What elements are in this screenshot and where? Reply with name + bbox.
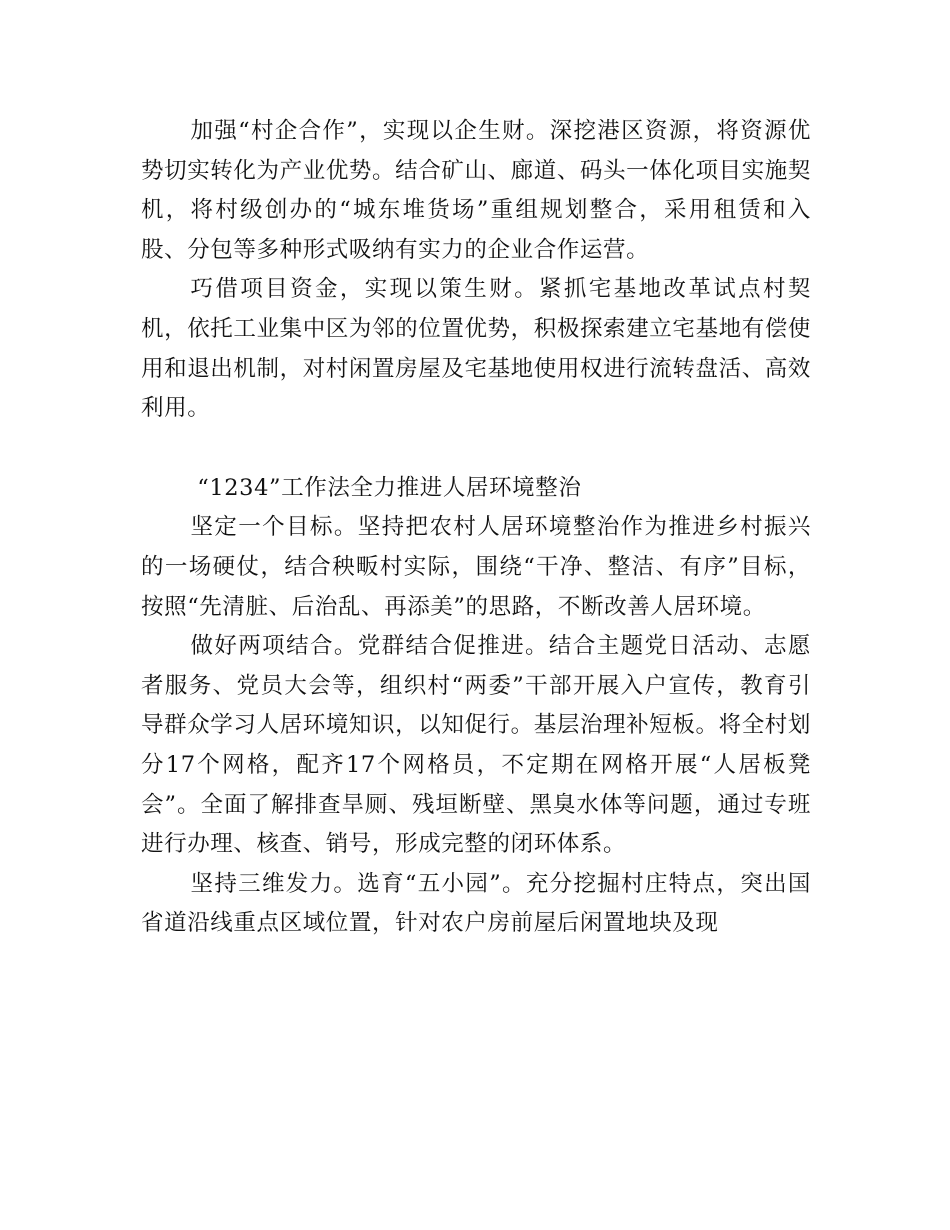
paragraph-three-dimensions: 坚持三维发力。选育“五小园”。充分挖掘村庄特点，突出国省道沿线重点区域位置，针对农户房前屋后闲置地块及现 [141, 870, 811, 937]
paragraph-one-goal: 坚定一个目标。坚持把农村人居环境整治作为推进乡村振兴的一场硬仗，结合秧畈村实际，围绕“干净、整洁、有序”目标，按照“先清脏、后治乱、再添美”的思路，不断改善人居环境。 [141, 514, 811, 620]
paragraph-two-combinations: 做好两项结合。党群结合促推进。结合主题党日活动、志愿者服务、党员大会等，组织村“两委”干部开展入户宣传，教育引导群众学习人居环境知识，以知促行。基层治理补短板。将全村划分17个网格，配齐17个网格员，不定期在网格开展“人居板凳会”。全面了解排查旱厕、残垣断壁、黑臭水体等问题，通过专班进行办理、核查、销号，形成完整的闭环体系。 [141, 633, 811, 858]
paragraph-project-funds: 巧借项目资金，实现以策生财。紧抓宅基地改革试点村契机，依托工业集中区为邻的位置优势，积极探索建立宅基地有偿使用和退出机制，对村闲置房屋及宅基地使用权进行流转盘活、高效利用。 [141, 276, 811, 422]
document-body [141, 112, 811, 944]
paragraph-village-enterprise-cooperation: 加强“村企合作”，实现以企生财。深挖港区资源，将资源优势切实转化为产业优势。结合矿山、廊道、码头一体化项目实施契机，将村级创办的“城东堆货场”重组规划整合，采用租赁和入股、分包等多种形式吸纳有实力的企业合作运营。 [141, 118, 811, 263]
section-heading: “1234”工作法全力推进人居环境整治 [197, 474, 582, 501]
